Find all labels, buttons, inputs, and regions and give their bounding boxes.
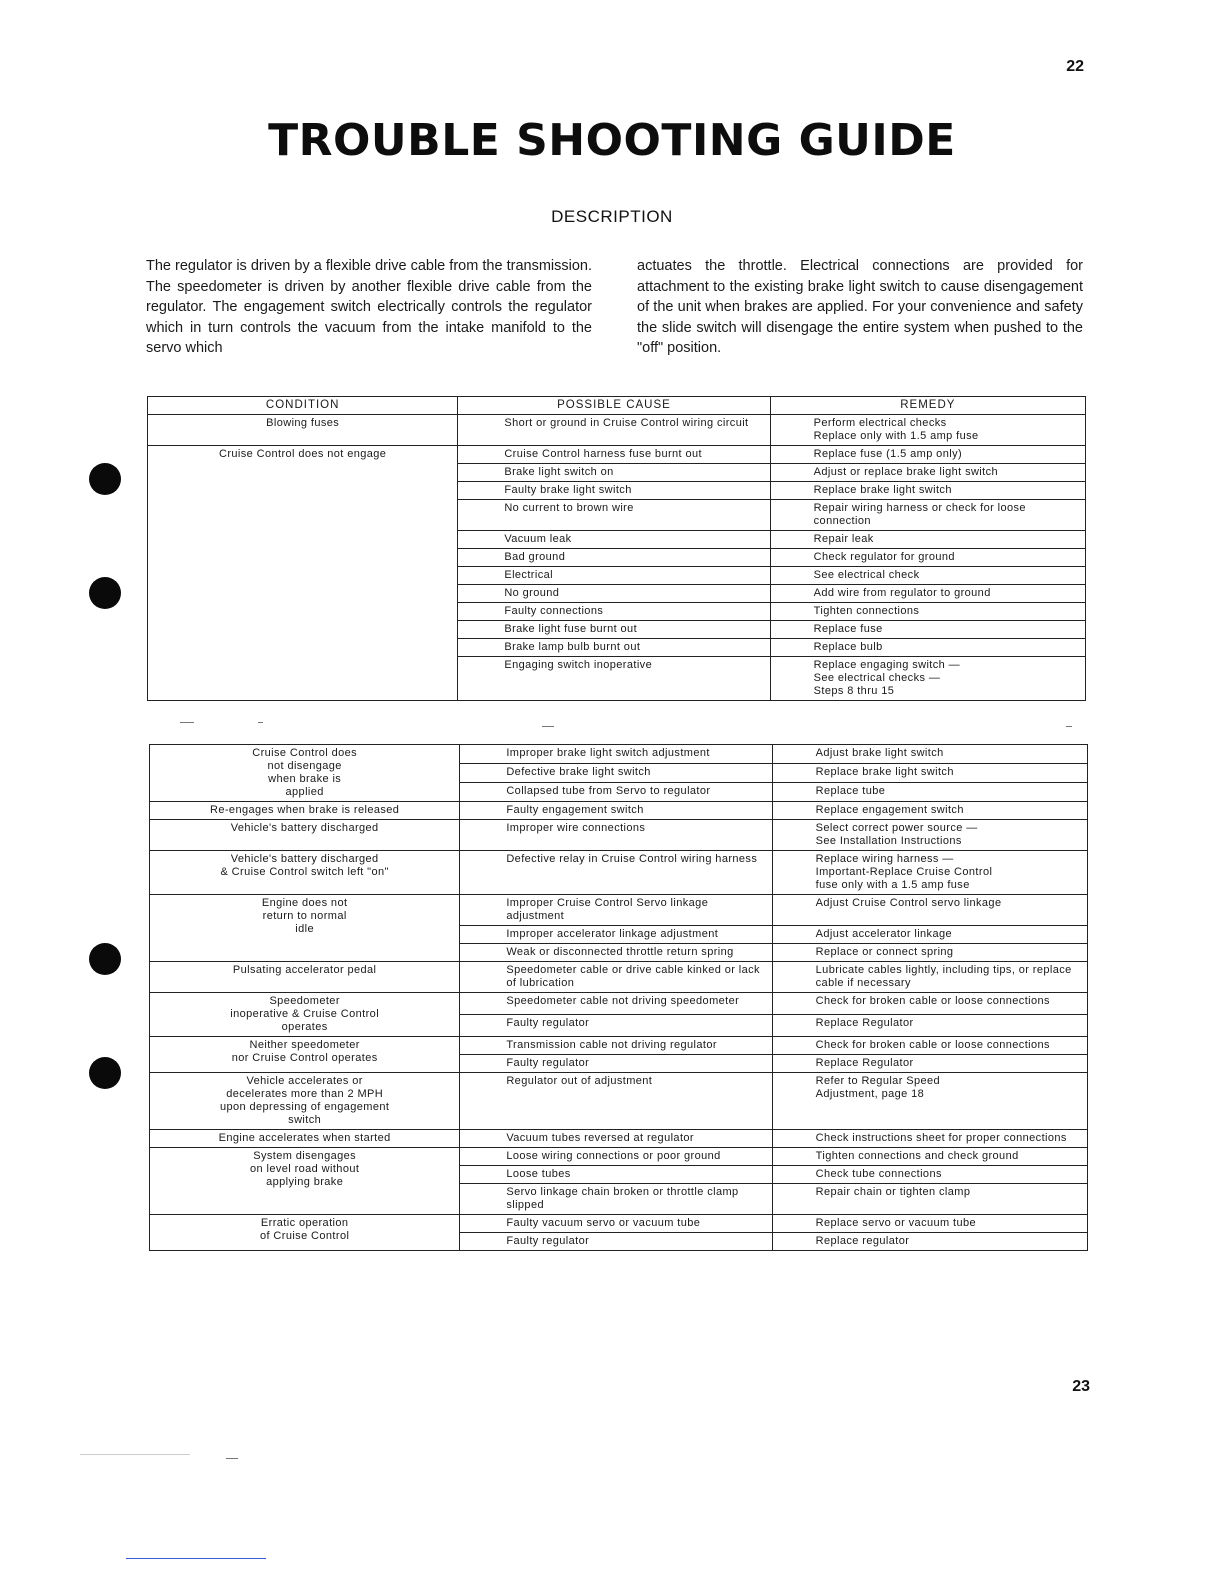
condition-cell: Vehicle accelerates or decelerates more than 2 MPH upon depressing of engagement switch bbox=[150, 1073, 460, 1130]
condition-cell: Vehicle's battery discharged & Cruise Control switch left "on" bbox=[150, 851, 460, 895]
remedy-cell: Replace Regulator bbox=[772, 1055, 1087, 1073]
header-remedy: REMEDY bbox=[770, 397, 1085, 415]
remedy-cell: Replace or connect spring bbox=[772, 944, 1087, 962]
table-row bbox=[148, 446, 1086, 464]
remedy-cell: Repair chain or tighten clamp bbox=[772, 1184, 1087, 1215]
remedy-cell: Check instructions sheet for proper connections bbox=[772, 1130, 1087, 1148]
remedy-cell: Check for broken cable or loose connections bbox=[772, 1037, 1087, 1055]
remedy-cell: Replace Regulator bbox=[772, 1015, 1087, 1037]
remedy-cell: Tighten connections bbox=[770, 603, 1085, 621]
remedy-cell: Lubricate cables lightly, including tips, or replace cable if necessary bbox=[772, 962, 1087, 993]
page-number-bottom: 23 bbox=[1072, 1378, 1090, 1395]
table-row bbox=[150, 962, 1088, 993]
table-row bbox=[148, 415, 1086, 446]
condition-cell: Pulsating accelerator pedal bbox=[150, 962, 460, 993]
table-row bbox=[150, 1073, 1088, 1130]
cause-cell: Short or ground in Cruise Control wiring circuit bbox=[458, 415, 770, 446]
cause-cell: Vacuum tubes reversed at regulator bbox=[460, 1130, 772, 1148]
remedy-cell: Replace bulb bbox=[770, 639, 1085, 657]
remedy-cell: Replace brake light switch bbox=[772, 764, 1087, 783]
remedy-cell: Replace engagement switch bbox=[772, 802, 1087, 820]
cause-cell: Faulty regulator bbox=[460, 1015, 772, 1037]
remedy-cell: Perform electrical checks Replace only with 1.5 amp fuse bbox=[770, 415, 1085, 446]
condition-cell: Cruise Control does not disengage when brake is applied bbox=[150, 745, 460, 802]
remedy-cell: Refer to Regular Speed Adjustment, page 18 bbox=[772, 1073, 1087, 1130]
binder-hole-1 bbox=[89, 463, 121, 495]
remedy-cell: Replace engaging switch — See electrical checks — Steps 8 thru 15 bbox=[770, 657, 1085, 701]
remedy-cell: Replace regulator bbox=[772, 1233, 1087, 1251]
cause-cell: Improper brake light switch adjustment bbox=[460, 745, 772, 764]
cause-cell: Improper accelerator linkage adjustment bbox=[460, 926, 772, 944]
remedy-cell: Check for broken cable or loose connections bbox=[772, 993, 1087, 1015]
cause-cell: Brake light switch on bbox=[458, 464, 770, 482]
remedy-cell: Adjust brake light switch bbox=[772, 745, 1087, 764]
scan-mark bbox=[542, 726, 554, 727]
remedy-cell: Adjust or replace brake light switch bbox=[770, 464, 1085, 482]
troubleshooting-table-2 bbox=[149, 744, 1088, 1251]
table-row bbox=[150, 851, 1088, 895]
condition-cell: Engine does not return to normal idle bbox=[150, 895, 460, 962]
remedy-cell: Tighten connections and check ground bbox=[772, 1148, 1087, 1166]
cause-cell: Faulty brake light switch bbox=[458, 482, 770, 500]
cause-cell: Collapsed tube from Servo to regulator bbox=[460, 783, 772, 802]
cause-cell: Faulty regulator bbox=[460, 1055, 772, 1073]
scan-mark bbox=[226, 1458, 238, 1459]
condition-cell: Cruise Control does not engage bbox=[148, 446, 458, 701]
table-row bbox=[150, 1215, 1088, 1233]
cause-cell: Speedometer cable or drive cable kinked or lack of lubrication bbox=[460, 962, 772, 993]
binder-hole-4 bbox=[89, 1057, 121, 1089]
cause-cell: Cruise Control harness fuse burnt out bbox=[458, 446, 770, 464]
remedy-cell: Replace brake light switch bbox=[770, 482, 1085, 500]
cause-cell: Defective relay in Cruise Control wiring harness bbox=[460, 851, 772, 895]
header-condition: CONDITION bbox=[148, 397, 458, 415]
table-row bbox=[150, 895, 1088, 926]
table-row bbox=[150, 820, 1088, 851]
condition-cell: Erratic operation of Cruise Control bbox=[150, 1215, 460, 1251]
cause-cell: No ground bbox=[458, 585, 770, 603]
cause-cell: Faulty regulator bbox=[460, 1233, 772, 1251]
scan-mark bbox=[180, 722, 194, 723]
cause-cell: Brake light fuse burnt out bbox=[458, 621, 770, 639]
binder-hole-2 bbox=[89, 577, 121, 609]
remedy-cell: Add wire from regulator to ground bbox=[770, 585, 1085, 603]
cause-cell: Improper Cruise Control Servo linkage adjustment bbox=[460, 895, 772, 926]
cause-cell: Faulty vacuum servo or vacuum tube bbox=[460, 1215, 772, 1233]
section-heading: DESCRIPTION bbox=[551, 207, 673, 226]
cause-cell: Brake lamp bulb burnt out bbox=[458, 639, 770, 657]
condition-cell: Re-engages when brake is released bbox=[150, 802, 460, 820]
cause-cell: Electrical bbox=[458, 567, 770, 585]
cause-cell: Transmission cable not driving regulator bbox=[460, 1037, 772, 1055]
cause-cell: Vacuum leak bbox=[458, 531, 770, 549]
cause-cell: Defective brake light switch bbox=[460, 764, 772, 783]
remedy-cell: Replace tube bbox=[772, 783, 1087, 802]
binder-hole-3 bbox=[89, 943, 121, 975]
remedy-cell: Repair leak bbox=[770, 531, 1085, 549]
condition-cell: Engine accelerates when started bbox=[150, 1130, 460, 1148]
intro-paragraph-right: actuates the throttle. Electrical connections are provided for attachment to the existing brake light switch to cause disengagement of the unit when brakes are applied. For your convenience and safety the slide switch will disengage the entire system when pushed to the "off" position. bbox=[637, 258, 1083, 357]
condition-cell: Neither speedometer nor Cruise Control operates bbox=[150, 1037, 460, 1073]
remedy-cell: Replace fuse (1.5 amp only) bbox=[770, 446, 1085, 464]
remedy-cell: Adjust Cruise Control servo linkage bbox=[772, 895, 1087, 926]
table-row bbox=[150, 745, 1088, 764]
page-number-top: 22 bbox=[1066, 58, 1084, 75]
remedy-cell: See electrical check bbox=[770, 567, 1085, 585]
cause-cell: Loose tubes bbox=[460, 1166, 772, 1184]
cause-cell: Bad ground bbox=[458, 549, 770, 567]
cause-cell: Weak or disconnected throttle return spring bbox=[460, 944, 772, 962]
condition-cell: System disengages on level road without applying brake bbox=[150, 1148, 460, 1215]
cause-cell: Regulator out of adjustment bbox=[460, 1073, 772, 1130]
remedy-cell: Replace fuse bbox=[770, 621, 1085, 639]
remedy-cell: Check regulator for ground bbox=[770, 549, 1085, 567]
table-header-row bbox=[148, 397, 1086, 415]
remedy-cell: Replace wiring harness — Important-Replace Cruise Control fuse only with a 1.5 amp fuse bbox=[772, 851, 1087, 895]
table-row bbox=[150, 802, 1088, 820]
cause-cell: Engaging switch inoperative bbox=[458, 657, 770, 701]
remedy-cell: Select correct power source — See Installation Instructions bbox=[772, 820, 1087, 851]
condition-cell: Blowing fuses bbox=[148, 415, 458, 446]
scan-mark bbox=[258, 722, 263, 723]
remedy-cell: Replace servo or vacuum tube bbox=[772, 1215, 1087, 1233]
page-title: TROUBLE SHOOTING GUIDE bbox=[268, 115, 956, 166]
remedy-cell: Repair wiring harness or check for loose connection bbox=[770, 500, 1085, 531]
cause-cell: Improper wire connections bbox=[460, 820, 772, 851]
cause-cell: No current to brown wire bbox=[458, 500, 770, 531]
scan-underline bbox=[126, 1558, 266, 1559]
cause-cell: Faulty connections bbox=[458, 603, 770, 621]
remedy-cell: Adjust accelerator linkage bbox=[772, 926, 1087, 944]
table-row bbox=[150, 1148, 1088, 1166]
header-possible-cause: POSSIBLE CAUSE bbox=[458, 397, 770, 415]
cause-cell: Faulty engagement switch bbox=[460, 802, 772, 820]
intro-paragraph-left: The regulator is driven by a flexible drive cable from the transmission. The speedometer is driven by another flexible drive cable from the regulator. The engagement switch electrically controls the regulator which in turn controls the vacuum from the intake manifold to the servo which bbox=[146, 258, 592, 357]
table-row bbox=[150, 1130, 1088, 1148]
scan-mark bbox=[1066, 726, 1072, 727]
table-row bbox=[150, 993, 1088, 1015]
troubleshooting-table-1 bbox=[147, 396, 1086, 701]
cause-cell: Servo linkage chain broken or throttle clamp slipped bbox=[460, 1184, 772, 1215]
condition-cell: Vehicle's battery discharged bbox=[150, 820, 460, 851]
scan-mark bbox=[80, 1454, 190, 1455]
table-row bbox=[150, 1037, 1088, 1055]
condition-cell: Speedometer inoperative & Cruise Control operates bbox=[150, 993, 460, 1037]
remedy-cell: Check tube connections bbox=[772, 1166, 1087, 1184]
cause-cell: Loose wiring connections or poor ground bbox=[460, 1148, 772, 1166]
cause-cell: Speedometer cable not driving speedometer bbox=[460, 993, 772, 1015]
